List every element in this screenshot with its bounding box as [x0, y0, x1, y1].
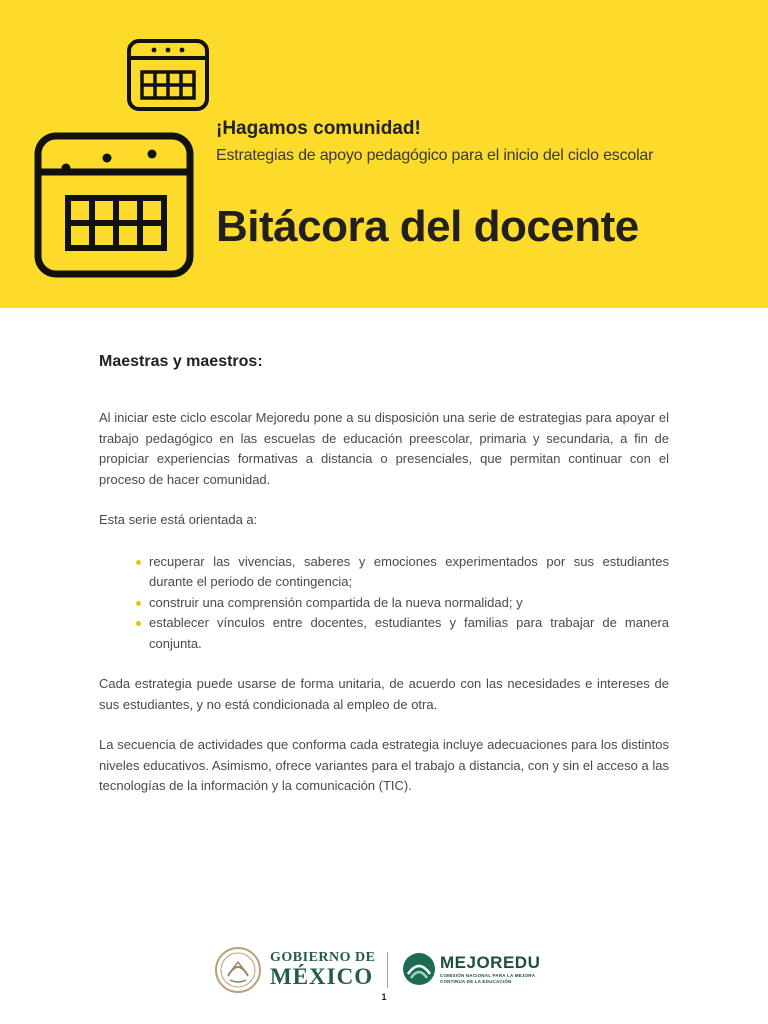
bullet-icon: [136, 621, 141, 626]
page-number: 1: [381, 992, 387, 1002]
kicker: ¡Hagamos comunidad!: [216, 118, 421, 139]
bullet-icon: [136, 601, 141, 606]
mejoredu-name: MEJOREDU: [440, 953, 541, 972]
mexico-label: MÉXICO: [270, 964, 374, 989]
greeting-heading: Maestras y maestros:: [99, 353, 263, 370]
national-seal-icon: [214, 946, 262, 994]
calendar-icon: [126, 38, 210, 112]
list-item: construir una comprensión compartida de la nueva normalidad; y: [99, 593, 669, 614]
calendar-icon: [34, 132, 194, 278]
body-content: [99, 350, 669, 817]
header-banner: [0, 0, 768, 308]
page-title: Bitácora del docente: [216, 202, 639, 251]
footer: [0, 940, 768, 1024]
list-item: recuperar las vivencias, saberes y emociones experimentados por sus estudiantes durante el periodo de contingencia;: [99, 552, 669, 593]
mejoredu-subtitle: COMISIÓN NACIONAL PARA LA MEJORA CONTINUA DE LA EDUCACIÓN: [440, 973, 535, 984]
list-intro: Esta serie está orientada a:: [99, 512, 258, 527]
paragraph: La secuencia de actividades que conforma cada estrategia incluye adecuaciones para los distintos niveles educativos. Asimismo, ofrece variantes para el trabajo a distancia, con y sin el acceso a las tecnologías de la información y la comunicación (TIC).: [99, 737, 669, 793]
list-item: establecer vínculos entre docentes, estudiantes y familias para trabajar de manera conjunta.: [99, 613, 669, 654]
gobierno-label: GOBIERNO DE: [270, 950, 376, 965]
subtitle: Estrategias de apoyo pedagógico para el inicio del ciclo escolar: [216, 147, 654, 164]
bullet-icon: [136, 560, 141, 565]
logo-divider: [387, 952, 388, 988]
bullet-list: [99, 552, 669, 655]
paragraph: Al iniciar este ciclo escolar Mejoredu pone a su disposición una serie de estrategias para apoyar el trabajo pedagógico en las escuelas de educación preescolar, primaria y secundaria, a fin de propiciar experiencias formativas a distancia o presenciales, que permitan continuar con el proceso de hacer comunidad.: [99, 410, 669, 487]
paragraph: Cada estrategia puede usarse de forma unitaria, de acuerdo con las necesidades e intereses de sus estudiantes, y no está condicionada al empleo de otra.: [99, 676, 669, 712]
mejoredu-logo-icon: [402, 952, 436, 986]
